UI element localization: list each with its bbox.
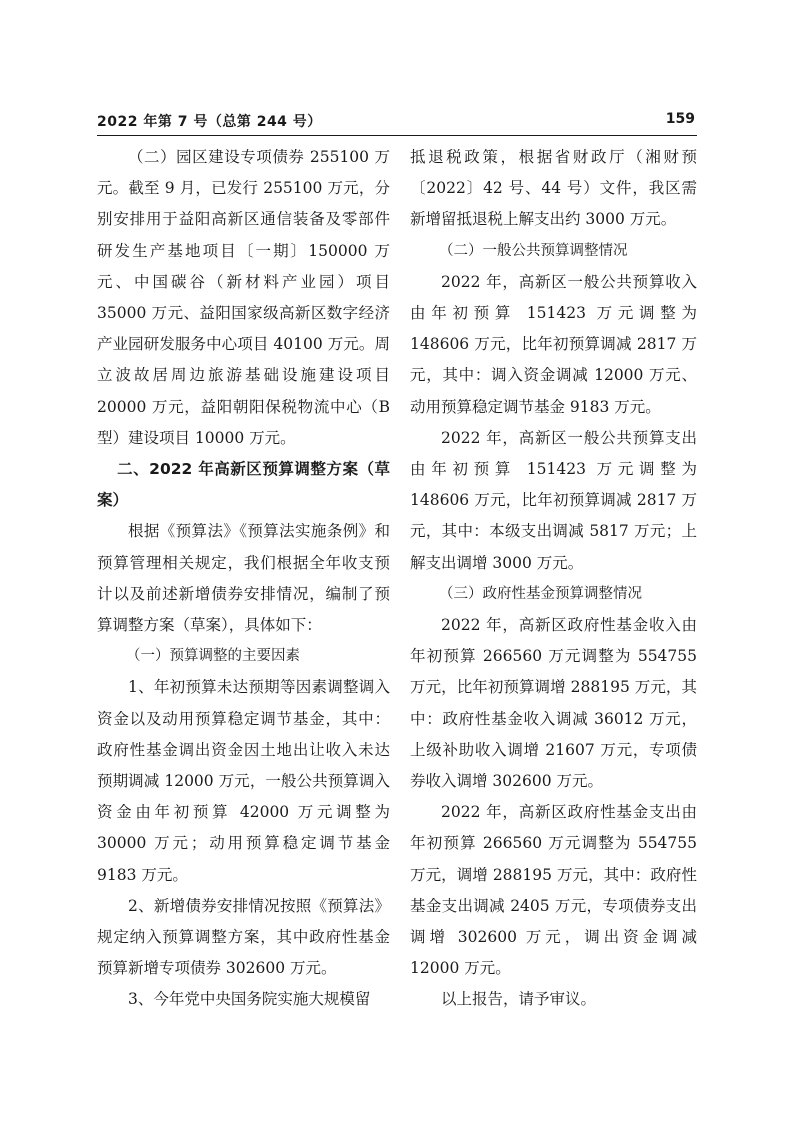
journal-issue-title: 2022 年第 7 号（总第 244 号）	[97, 114, 322, 130]
header-divider	[97, 135, 697, 136]
paragraph: 2022 年，高新区一般公共预算支出由年初预算 151423 万元调整为 148606 万元，比年初预算调减 2817 万元，其中：本级支出调减 5817 万元；上解支出调增 3000 万元。	[410, 428, 697, 572]
subsection-heading: （三）政府性基金预算调整情况	[439, 585, 642, 602]
paragraph: 2022 年，高新区政府性基金收入由年初预算 266560 万元调整为 554755 万元，比年初预算调增 288195 万元，其中：政府性基金收入调减 36012 万元，上级补助收入调增 21607 万元，专项债券收入调增 302600 万元。	[410, 616, 697, 791]
paragraph: 抵退税政策，根据省财政厅（湘财预〔2022〕42 号、44 号）文件，我区需新增留抵退税上解支出约 3000 万元。	[410, 148, 697, 229]
paragraph: （二）园区建设专项债券 255100 万元。截至 9 月，已发行 255100 万元，分别安排用于益阳高新区通信装备及零部件研发生产基地项目〔一期〕150000 万元、中国碳谷（新材料产业园）项目 35000 万元、益阳国家级高新区数字经济产业园研发服务中心项目 40100 万元。周立波故居周边旅游基础设施建设项目 20000 万元，益阳朝阳保税物流中心（B 型）建设项目 10000 万元。	[97, 148, 390, 447]
subsection-heading: （一）预算调整的主要因素	[126, 648, 300, 665]
paragraph: 2、新增债券安排情况按照《预算法》规定纳入预算调整方案，其中政府性基金预算新增专项债券 302600 万元。	[97, 896, 390, 978]
paragraph: 1、年初预算未达预期等因素调整调入资金以及动用预算稳定调节基金，其中：政府性基金调出资金因土地出让收入未达预期调减 12000 万元，一般公共预算调入资金由年初预算 42000 万元调整为 30000 万元；动用预算稳定调节基金 9183 万元。	[97, 678, 390, 884]
paragraph: 3、今年党中央国务院实施大规模留	[128, 990, 371, 1009]
left-column	[97, 142, 390, 1016]
page-header	[97, 111, 695, 135]
section-heading: 二、2022 年高新区预算调整方案（草案）	[97, 460, 390, 510]
paragraph: 根据《预算法》《预算法实施条例》和预算管理相关规定，我们根据全年收支预计以及前述新增债券安排情况，编制了预算调整方案（草案），具体如下：	[97, 522, 390, 635]
right-column	[410, 142, 697, 1016]
subsection-heading: （二）一般公共预算调整情况	[439, 242, 628, 259]
paragraph: 以上报告，请予审议。	[441, 990, 597, 1009]
paragraph: 2022 年，高新区一般公共预算收入由年初预算 151423 万元调整为 148606 万元，比年初预算调减 2817 万元，其中：调入资金调减 12000 万元、动用预算稳定调节基金 9183 万元。	[410, 272, 697, 416]
page-number: 159	[665, 111, 695, 127]
paragraph: 2022 年，高新区政府性基金支出由年初预算 266560 万元调整为 554755 万元，调增 288195 万元，其中：政府性基金支出调减 2405 万元，专项债券支出调增 302600 万元，调出资金调减 12000 万元。	[410, 803, 697, 978]
